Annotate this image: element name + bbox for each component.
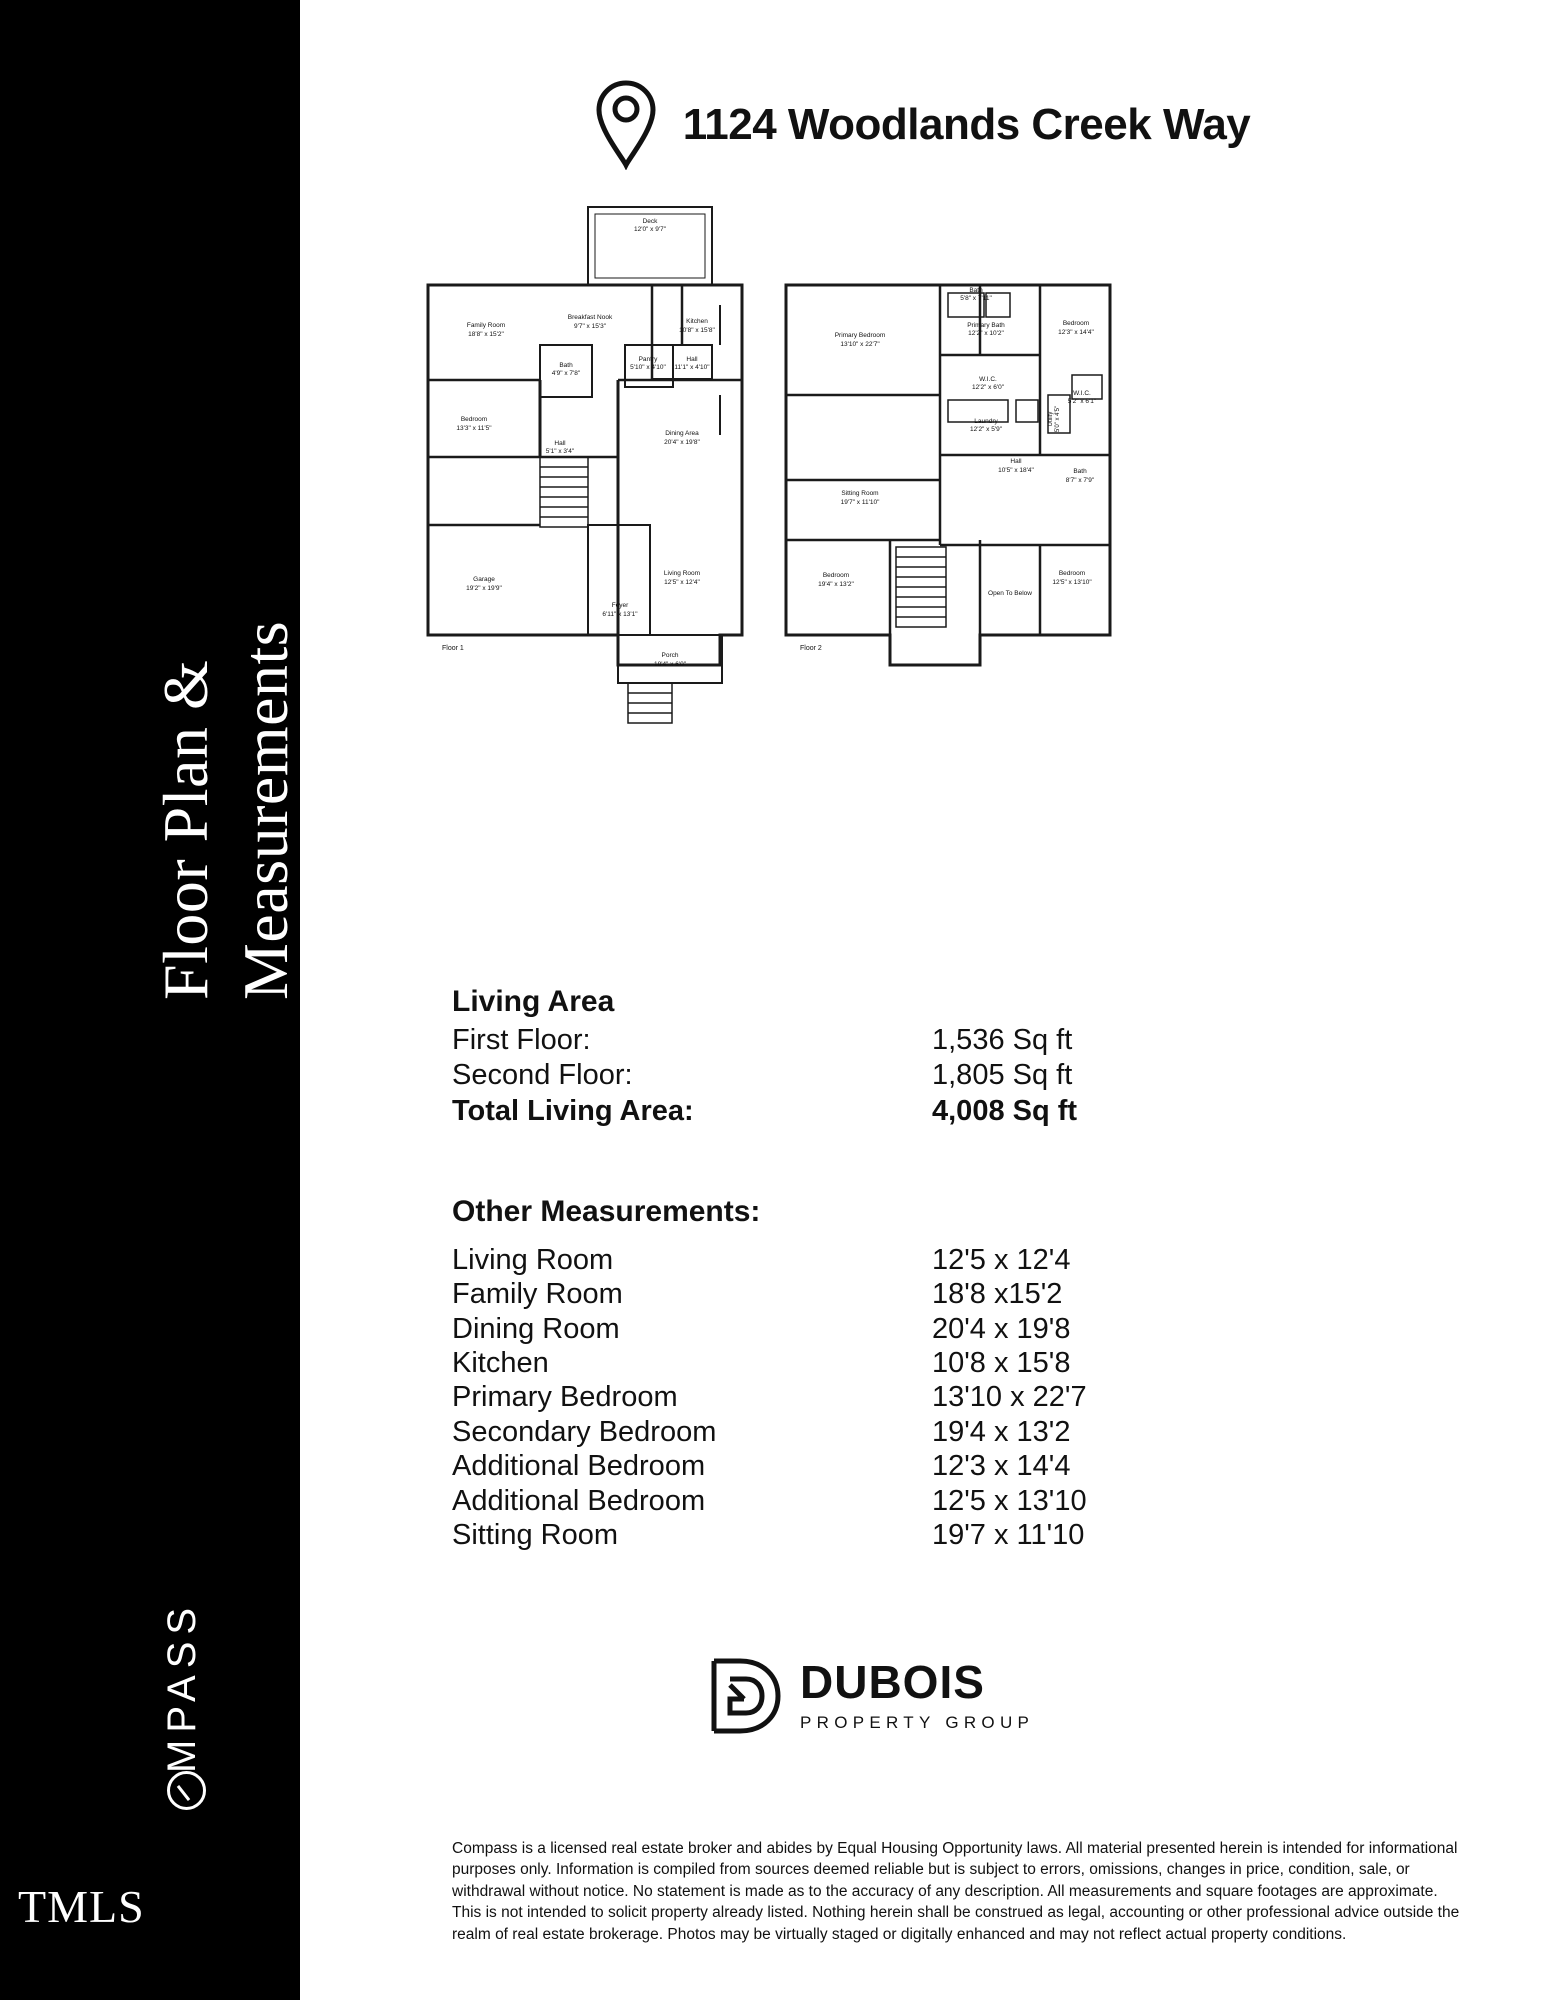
measurement-label: Dining Room [452,1312,620,1345]
svg-text:Porch: Porch [661,652,679,659]
measurement-row [452,1449,1272,1483]
measurement-value: 19'4 x 13'2 [932,1415,1071,1448]
sidebar-title [0,0,300,1100]
sidebar-title-line2: Measurements [230,620,301,1000]
svg-text:Sitting Room: Sitting Room [841,490,879,497]
svg-text:Foyer: Foyer [611,602,629,609]
measurement-label: Additional Bedroom [452,1450,706,1483]
svg-text:Living Room: Living Room [663,570,701,577]
living-area-row-value: 1,805 Sq ft [932,1059,1073,1092]
measurement-label: Family Room [452,1278,623,1311]
measurement-label: Living Room [452,1244,614,1276]
svg-text:Family Room: Family Room [466,322,506,329]
dubois-logo [700,1655,1034,1737]
measurement-label: Kitchen [452,1347,549,1380]
svg-text:Bath: Bath [969,287,983,294]
measurement-label: Sitting Room [452,1518,619,1551]
header [300,80,1545,170]
living-area-total-value: 4,008 Sq ft [932,1094,1078,1127]
measurement-row [452,1415,1272,1449]
map-pin-icon [595,80,657,170]
svg-text:20'4" x 19'8": 20'4" x 19'8" [664,439,700,446]
svg-text:Utility: Utility [1048,411,1054,427]
other-measurements-heading: Other Measurements: [452,1195,761,1228]
svg-text:5'10" x 4'10": 5'10" x 4'10" [630,364,666,371]
svg-text:12'2" x 5'9": 12'2" x 5'9" [969,426,1003,433]
measurement-value: 19'7 x 11'10 [932,1518,1085,1551]
svg-text:12'5" x 12'4": 12'5" x 12'4" [664,579,700,586]
svg-text:10'5" x 18'4": 10'5" x 18'4" [998,467,1034,474]
svg-text:Primary Bath: Primary Bath [967,322,1005,329]
svg-text:Floor 2: Floor 2 [800,645,822,652]
svg-text:Bedroom: Bedroom [460,416,488,423]
measurement-value: 12'5 x 13'10 [932,1484,1087,1517]
dubois-tagline: PROPERTY GROUP [800,1713,1035,1732]
svg-text:Hall: Hall [686,356,698,363]
tmls-label: TMLS [18,1881,145,1932]
svg-text:19'7" x 11'10": 19'7" x 11'10" [840,499,880,506]
living-area-row-label: First Floor: [452,1024,591,1056]
svg-text:10'8" x 15'8": 10'8" x 15'8" [679,327,715,334]
living-area-total-row [452,1094,1272,1129]
measurement-value: 12'3 x 14'4 [932,1450,1071,1483]
compass-brand-text: MPASS [160,1600,204,1773]
measurement-value: 12'5 x 12'4 [932,1244,1071,1276]
svg-text:5'8" x 7'11": 5'8" x 7'11" [960,295,992,302]
svg-text:12'2" x 10'2": 12'2" x 10'2" [968,330,1004,337]
dubois-name: DUBOIS [800,1656,985,1708]
svg-text:18'8" x 15'2": 18'8" x 15'2" [468,331,504,338]
compass-logo-icon [167,1777,200,1810]
svg-text:12'2" x 6'0": 12'2" x 6'0" [971,384,1005,391]
svg-text:13'3" x 11'5": 13'3" x 11'5" [456,425,492,432]
svg-text:5'0" x 4'5": 5'0" x 4'5" [1055,405,1061,433]
svg-text:Bath: Bath [559,362,573,369]
measurement-value: 18'8 x15'2 [932,1278,1063,1311]
measurement-row [452,1484,1272,1518]
svg-text:9'7" x 15'3": 9'7" x 15'3" [573,323,607,330]
svg-text:Open To Below: Open To Below [988,590,1032,597]
page-title: 1124 Woodlands Creek Way [682,100,1251,149]
svg-text:6'11" x 13'1": 6'11" x 13'1" [602,611,638,618]
disclaimer-text: Compass is a licensed real estate broker and abides by Equal Housing Opportunity laws. All material presented herein is intended for informational purposes only. Information is compiled from sources deemed reliable but is subject to errors, omissions, changes in price, condition, sale, or withdrawal without notice. No statement is made as to the accuracy of any description. All measurements and square footages are approximate. This is not intended to solicit property already listed. Nothing herein shall be construed as legal, accounting or other professional advice outside the realm of real estate brokerage. Photos may be virtually staged or digitally enhanced and may not reflect actual property conditions. [452,1840,1460,1943]
svg-text:5'1" x 3'4": 5'1" x 3'4" [545,448,575,455]
sidebar [0,0,300,2000]
living-area-row-value: 1,536 Sq ft [932,1024,1073,1056]
svg-text:Hall: Hall [1010,458,1022,465]
svg-text:Bedroom: Bedroom [1062,320,1090,327]
svg-text:Hall: Hall [554,440,566,447]
living-area-row-label: Second Floor: [452,1059,633,1092]
measurement-row [452,1312,1272,1346]
measurement-label: Primary Bedroom [452,1381,678,1414]
svg-text:12'5" x 13'10": 12'5" x 13'10" [1052,579,1092,586]
floorplan-image [420,195,1120,765]
svg-text:Floor 1: Floor 1 [442,645,464,652]
svg-text:12'3" x 14'4": 12'3" x 14'4" [1058,329,1094,336]
measurement-label: Secondary Bedroom [452,1415,717,1448]
measurement-value: 13'10 x 22'7 [932,1381,1087,1414]
floorplan-svg [420,195,1120,765]
measurement-row [452,1277,1272,1311]
svg-text:Laundry: Laundry [974,418,998,425]
sidebar-title-line1: Floor Plan & [150,659,221,1000]
svg-text:Pantry: Pantry [638,356,658,363]
svg-text:Deck: Deck [642,218,658,225]
svg-text:Bedroom: Bedroom [822,572,850,579]
svg-text:W.I.C.: W.I.C. [1073,390,1091,397]
svg-text:12'0" x 9'7": 12'0" x 9'7" [633,226,667,233]
svg-text:W.I.C.: W.I.C. [979,376,997,383]
measurement-row [452,1380,1272,1414]
measurement-label: Additional Bedroom [452,1484,706,1517]
svg-text:Garage: Garage [473,576,495,583]
living-area-section [452,985,1272,1129]
svg-text:Primary Bedroom: Primary Bedroom [834,332,886,339]
other-measurements-section [452,1195,1272,1552]
dubois-monogram-icon [700,1655,782,1737]
measurement-row [452,1518,1272,1552]
living-area-row [452,1023,1272,1058]
living-area-total-label: Total Living Area: [452,1094,694,1127]
svg-text:18'4" x 6'0": 18'4" x 6'0" [653,661,687,668]
living-area-heading: Living Area [452,985,615,1018]
svg-text:8'7" x 7'9": 8'7" x 7'9" [1065,477,1095,484]
svg-text:Breakfast Nook: Breakfast Nook [567,314,613,321]
compass-brand [160,1601,205,1810]
svg-text:4'9" x 7'8": 4'9" x 7'8" [551,370,581,377]
svg-text:19'2" x 19'9": 19'2" x 19'9" [466,585,502,592]
svg-text:Bath: Bath [1073,468,1087,475]
dubois-logo-text [800,1656,1035,1733]
svg-text:13'10" x 22'7": 13'10" x 22'7" [840,341,880,348]
svg-text:19'4" x 13'2": 19'4" x 13'2" [818,581,854,588]
measurement-value: 10'8 x 15'8 [932,1347,1071,1380]
svg-text:11'1" x 4'10": 11'1" x 4'10" [674,364,710,371]
svg-text:Kitchen: Kitchen [686,318,708,325]
svg-text:Bedroom: Bedroom [1058,570,1086,577]
measurement-row [452,1243,1272,1277]
living-area-row [452,1058,1272,1093]
svg-text:5'2" x 6'1": 5'2" x 6'1" [1067,398,1097,405]
measurement-row [452,1346,1272,1380]
measurement-value: 20'4 x 19'8 [932,1312,1071,1345]
svg-text:Dining Area: Dining Area [665,430,699,437]
